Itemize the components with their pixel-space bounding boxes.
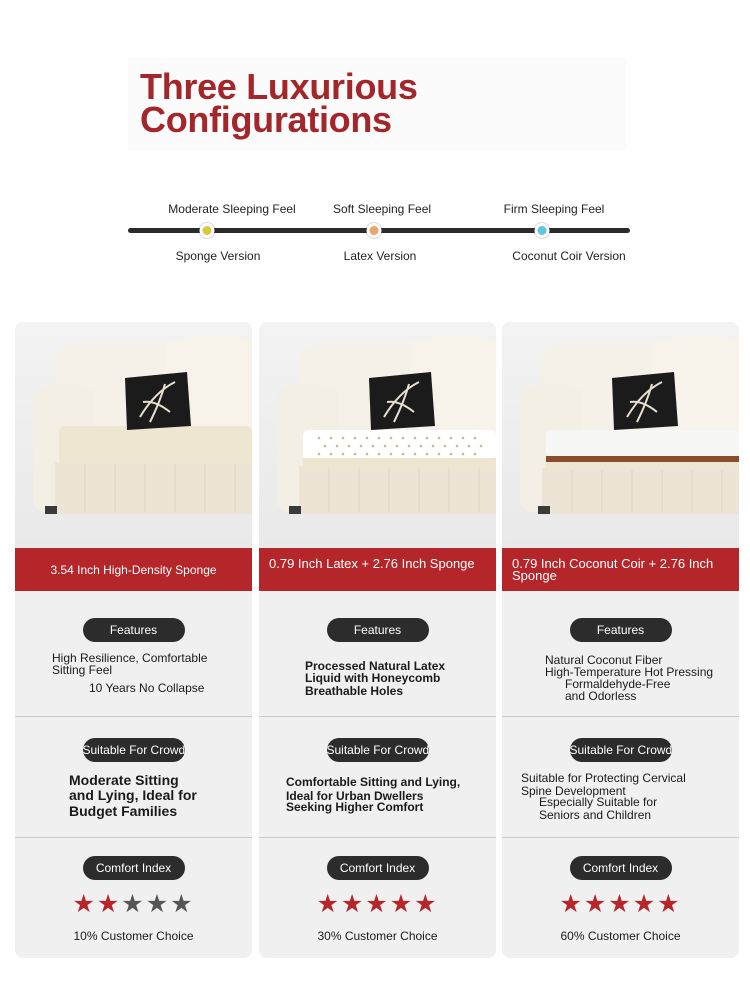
title-line-1: Three Luxurious xyxy=(140,66,418,107)
version-label-coconut: Coconut Coir Version xyxy=(512,249,626,263)
star-icon: ★ xyxy=(608,890,633,918)
star-icon: ★ xyxy=(365,890,390,918)
star-icon: ★ xyxy=(414,890,439,918)
config-card-latex xyxy=(259,322,496,958)
star-icon: ★ xyxy=(583,890,609,918)
features-section xyxy=(502,591,739,717)
star-rating xyxy=(259,891,496,917)
features-section xyxy=(259,591,496,717)
feel-label-moderate: Moderate Sleeping Feel xyxy=(168,202,296,216)
customer-choice: 30% Customer Choice xyxy=(317,929,438,943)
star-icon: ★ xyxy=(559,890,584,918)
star-icon: ★ xyxy=(389,890,415,918)
crowd-pill: Suitable For Crowd xyxy=(83,738,185,762)
crowd-line: Seniors and Children xyxy=(539,808,652,822)
features-pill: Features xyxy=(327,618,429,642)
star-icon: ★ xyxy=(340,890,366,918)
sofa-icon xyxy=(15,322,252,548)
star-icon: ★ xyxy=(96,890,122,918)
feature-line: Sitting Feel xyxy=(52,663,113,677)
star-icon: ★ xyxy=(632,890,658,918)
sofa-image-coconut xyxy=(502,322,739,548)
sofa-image-latex xyxy=(259,322,496,548)
crowd-pill: Suitable For Crowd xyxy=(327,738,429,762)
crowd-section xyxy=(15,718,252,838)
page-title xyxy=(140,66,600,140)
star-icon: ★ xyxy=(145,890,171,918)
title-line-2: Configurations xyxy=(140,99,392,140)
comfort-section xyxy=(259,839,496,958)
star-icon: ★ xyxy=(72,890,97,918)
star-icon: ★ xyxy=(121,890,146,918)
crowd-line: Especially Suitable for xyxy=(539,795,658,809)
crowd-line: Seeking Higher Comfort xyxy=(286,800,424,814)
config-banner: 0.79 Inch Latex + 2.76 Inch Sponge xyxy=(259,548,496,591)
feature-line: Liquid with Honeycomb xyxy=(305,671,441,685)
comfort-section xyxy=(502,839,739,958)
sofa-icon xyxy=(502,322,739,548)
sofa-image-sponge xyxy=(15,322,252,548)
feature-line: High Resilience, Comfortable xyxy=(52,651,208,665)
features-pill: Features xyxy=(570,618,672,642)
comfort-pill: Comfort Index xyxy=(83,856,185,880)
feel-label-soft: Soft Sleeping Feel xyxy=(332,202,432,216)
comfort-pill: Comfort Index xyxy=(570,856,672,880)
sleeping-feel-scale xyxy=(0,190,750,280)
crowd-section xyxy=(502,718,739,838)
crowd-pill: Suitable For Crowd xyxy=(570,738,672,762)
version-label-latex: Latex Version xyxy=(343,249,417,263)
feature-line: Natural Coconut Fiber xyxy=(545,653,663,667)
crowd-line: Moderate Sitting xyxy=(69,772,179,788)
features-pill: Features xyxy=(83,618,185,642)
crowd-line: Suitable for Protecting Cervical xyxy=(521,771,686,785)
crowd-line: and Lying, Ideal for xyxy=(69,787,197,803)
config-banner: 3.54 Inch High-Density Sponge xyxy=(15,548,252,591)
scale-marker-sponge xyxy=(200,223,215,238)
feature-line: Formaldehyde-Free xyxy=(565,677,671,691)
customer-choice: 60% Customer Choice xyxy=(560,929,681,943)
crowd-section xyxy=(259,718,496,838)
comfort-pill: Comfort Index xyxy=(327,856,429,880)
crowd-line: Budget Families xyxy=(69,803,178,819)
scale-marker-latex xyxy=(367,223,382,238)
scale-marker-coconut xyxy=(535,223,550,238)
feature-line: Processed Natural Latex xyxy=(305,659,446,673)
feature-line: and Odorless xyxy=(565,689,637,703)
crowd-line: Comfortable Sitting and Lying, xyxy=(286,775,461,789)
sofa-icon xyxy=(259,322,496,548)
star-icon: ★ xyxy=(657,890,682,918)
feature-line: Breathable Holes xyxy=(305,684,404,698)
config-banner: 0.79 Inch Coconut Coir + 2.76 Inch Sponge xyxy=(502,548,739,591)
feel-label-firm: Firm Sleeping Feel xyxy=(503,202,605,216)
star-rating xyxy=(502,891,739,917)
comfort-section xyxy=(15,839,252,958)
star-rating xyxy=(15,891,252,917)
config-card-sponge xyxy=(15,322,252,958)
config-card-coconut xyxy=(502,322,739,958)
crowd-line: Ideal for Urban Dwellers xyxy=(286,789,424,803)
feature-line: 10 Years No Collapse xyxy=(89,681,205,695)
star-icon: ★ xyxy=(170,890,195,918)
version-label-sponge: Sponge Version xyxy=(175,249,261,263)
features-section xyxy=(15,591,252,717)
star-icon: ★ xyxy=(316,890,341,918)
crowd-line: Spine Development xyxy=(521,784,626,798)
feature-line: High-Temperature Hot Pressing xyxy=(545,665,714,679)
customer-choice: 10% Customer Choice xyxy=(73,929,194,943)
